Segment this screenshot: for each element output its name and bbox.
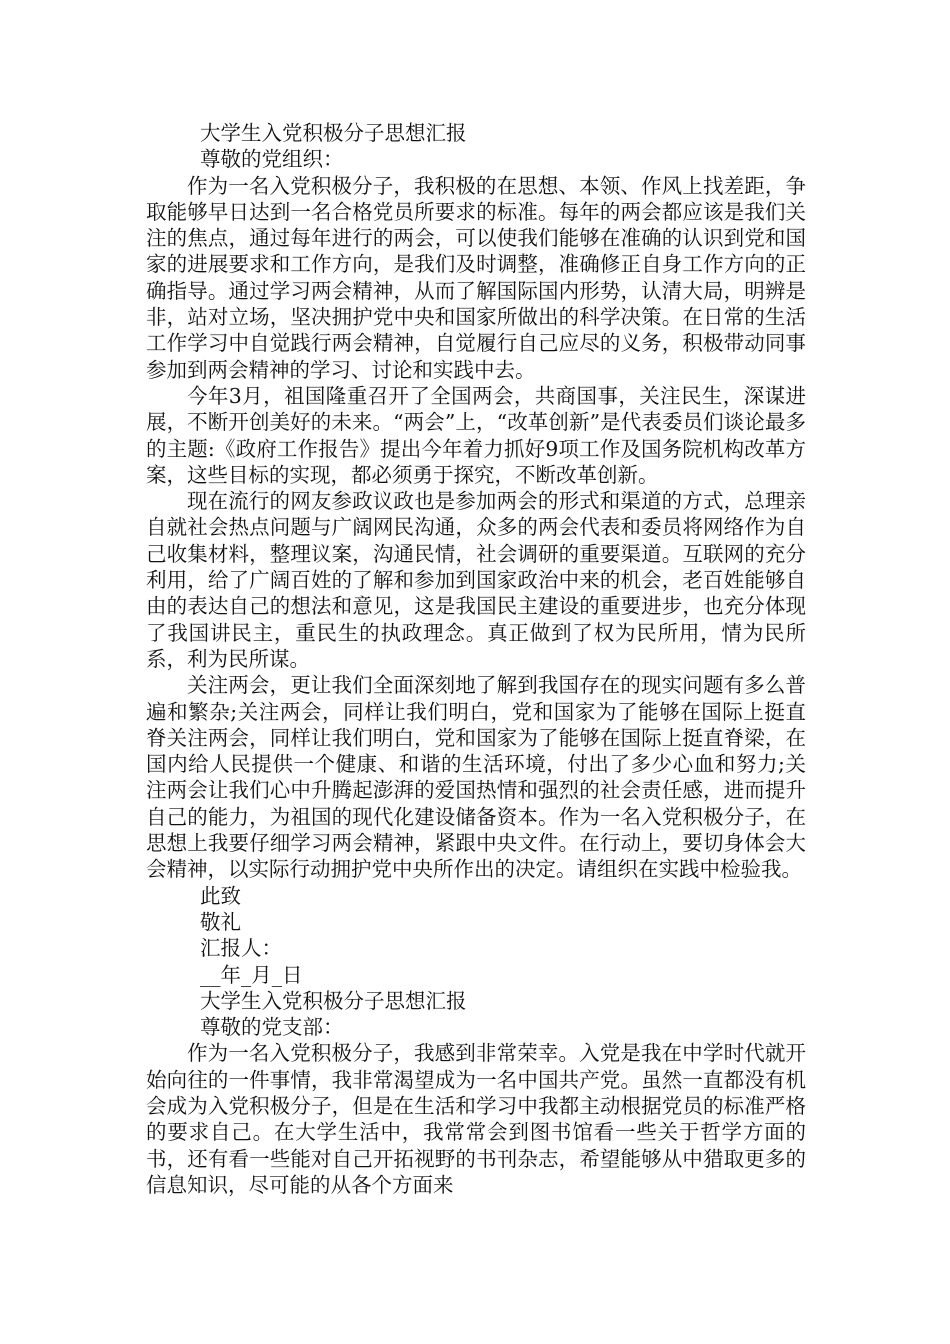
salutation: 尊敬的党组织： [200, 147, 344, 172]
document-title-2: 大学生入党积极分子思想汇报 [200, 988, 467, 1013]
date-line: __年_月_日 [200, 962, 303, 987]
reporter-label: 汇报人： [200, 936, 282, 961]
salutation-2: 尊敬的党支部： [200, 1015, 344, 1040]
paragraph: 现在流行的网友参政议政也是参加两会的形式和渠道的方式，总理亲自就社会热点问题与广阔网民沟通，众多的两会代表和委员将网络作为自己收集材料，整理议案，沟通民情，社会调研的重要渠道。互联网的充分利用，给了广阔百姓的了解和参加到国家政治中来的机会，老百姓能够自由的表达自己的想法和意见，这是我国民主建设的重要进步，也充分体现了我国讲民主，重民生的执政理念。真正做到了权为民所用，情为民所系，利为民所谋。 [146, 489, 806, 671]
document-title: 大学生入党积极分子思想汇报 [200, 121, 467, 145]
paragraph: 关注两会，更让我们全面深刻地了解到我国存在的现实问题有多么普遍和繁杂;关注两会，同样让我们明白，党和国家为了能够在国际上挺直脊关注两会，同样让我们明白，党和国家为了能够在国际上挺直脊梁，在国内给人民提供一个健康、和谐的生活环境，付出了多少心血和努力;关注两会让我们心中升腾起澎湃的爱国热情和强烈的社会责任感，进而提升自己的能力，为祖国的现代化建设储备资本。作为一名入党积极分子，在思想上我要仔细学习两会精神，紧跟中央文件。在行动上，要切身体会大会精神，以实际行动拥护党中央所作出的决定。请组织在实践中检验我。 [146, 673, 806, 882]
paragraph: 作为一名入党积极分子，我感到非常荣幸。入党是我在中学时代就开始向往的一件事情，我非常渴望成为一名中国共产党。虽然一直都没有机会成为入党积极分子，但是在生活和学习中我都主动根据党员的标准严格的要求自己。在大学生活中，我常常会到图书馆看一些关于哲学方面的书，还有看一些能对自己开拓视野的书刊杂志，希望能够从中猎取更多的信息知识，尽可能的从各个方面来 [146, 1041, 806, 1197]
closing-salute: 敬礼 [200, 909, 241, 934]
document-body [146, 120, 806, 1198]
paragraph: 作为一名入党积极分子，我积极的在思想、本领、作风上找差距，争取能够早日达到一名合格党员所要求的标准。每年的两会都应该是我们关注的焦点，通过每年进行的两会，可以使我们能够在准确的认识到党和国家的进展要求和工作方向，是我们及时调整，准确修正自身工作方向的正确指导。通过学习两会精神，从而了解国际国内形势，认清大局，明辨是非，站对立场，坚决拥护党中央和国家所做出的科学决策。在日常的生活工作学习中自觉践行两会精神，自觉履行自己应尽的义务，积极带动同事参加到两会精神的学习、讨论和实践中去。 [146, 173, 806, 382]
paragraph: 今年3月，祖国隆重召开了全国两会，共商国事，关注民生，深谋进展，不断开创美好的未来。“两会”上，“改革创新”是代表委员们谈论最多的主题:《政府工作报告》提出今年着力抓好9项工作及国务院机构改革方案，这些目标的实现，都必须勇于探究，不断改革创新。 [146, 383, 806, 487]
closing-greeting: 此致 [200, 883, 241, 908]
